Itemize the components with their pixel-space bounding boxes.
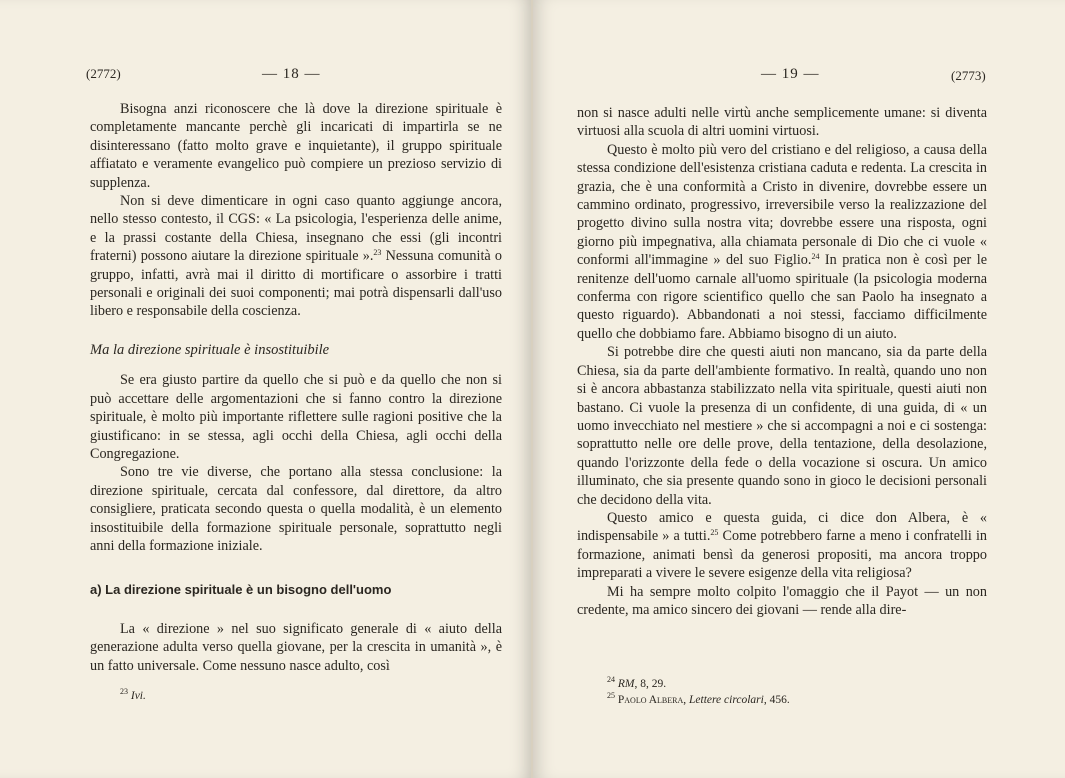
footnote: $^{24}$ RM, 8, 29. [607, 675, 667, 690]
right-text-body [577, 104, 987, 619]
paragraph: Questo amico e questa guida, ci dice don Albera, è « indispensabile » a tutti.$^{25}$ Come potrebbero farne a meno i confratelli in formazione, animati bensì da generosi propositi, ma ancora troppo impreparati a vivere le severe esigenze della vita religiosa? [577, 509, 988, 582]
footnote: $^{25}$ Paolo Albera, Lettere circolari, 456. [607, 691, 790, 706]
paragraph: Mi ha sempre molto colpito l'omaggio che il Payot — un non credente, ma amico sincero dei giovani — rende alla dire- [577, 583, 987, 618]
paragraph: Si potrebbe dire che questi aiuti non mancano, sia da parte della Chiesa, sia da parte dell'ambiente formativo. In realtà, quando uno non si è ancora abbastanza stabilizzato nella vita spirituale, questi aiuti non bastano. Ci vuole la presenza di un confidente, di una guida, di « un uomo invecchiato nel mestiere » che si accompagni a noi e ci sostenga: soprattutto nelle ore delle prove, della tentazione, della desolazione, quando l'orizzonte della fede o della vocazione si oscura. Un amico illuminato, che sia presente quando sono in gioco le decisioni personali che decidono della vita. [577, 344, 987, 508]
footnote-ref: 25 [710, 528, 719, 538]
page-number: — 18 — [262, 66, 321, 82]
subsection-heading: a) La direzione spirituale è un bisogno dell'uomo [90, 582, 392, 598]
left-page [0, 0, 532, 778]
page-number: — 19 — [761, 66, 820, 82]
paragraph: Se era giusto partire da quello che si può e da quello che non si può accettare delle argomentazioni che si fanno contro la direzione spirituale, è molto più importante riflettere sulle ragioni positive che la giustificano: in se stessa, agli occhi della Chiesa, agli occhi della Congregazione. [90, 372, 502, 462]
footnotes [607, 676, 790, 708]
paragraph: non si nasce adulti nelle virtù anche semplicemente umane: si diventa virtuosi alla scuola di altri uomini virtuosi. [577, 105, 987, 140]
paragraph: Bisogna anzi riconoscere che là dove la direzione spirituale è completamente mancante perchè gli incaricati di impartirla se ne disinteressano (fatto molto grave e inquietante), il gruppo spirituale affiatato e veramente evangelico può compiere un prezioso servizio di supplenza. [90, 101, 502, 191]
page-code: (2772) [86, 66, 121, 81]
page-code: (2773) [951, 68, 986, 83]
section-heading: Ma la direzione spirituale è insostituibile [90, 341, 330, 358]
left-text-body [90, 100, 502, 675]
paragraph: Sono tre vie diverse, che portano alla stessa conclusione: la direzione spirituale, cercata dal confessore, dal direttore, da altro consigliere, praticata secondo questa o quella modalità, è un elemento insostituibile della formazione spirituale personale, soprattutto negli anni della formazione iniziale. [90, 464, 502, 554]
paragraph: Questo è molto più vero del cristiano e del religioso, a causa della stessa condizione dell'esistenza cristiana caduta e redenta. La crescita in grazia, che è una conformità a Cristo in divenire, dovrebbe essere un cammino ordinato, progressivo, irreversibile verso la realizzazione del progetto divino sulla nostra vita; dovrebbe essere una risposta, ogni giorno più impegnativa, alla chiamata personale di Dio che ci vuole « conformi all'immagine » del suo Figlio.$^{24}$ In pratica non è così per le renitenze dell'uomo carnale all'uomo spirituale (la psicologia moderna conferma con rigore scientifico quello che san Paolo ha insegnato a questo riguardo). Abbandonati a noi stessi, facciamo difficilmente quello che dobbiamo fare. Abbiamo bisogno di un aiuto. [577, 141, 987, 342]
footnote: $^{23}$ Ivi. [120, 687, 146, 702]
paragraph: La « direzione » nel suo significato generale di « aiuto della generazione adulta verso quella giovane, per la crescita in umanità », è un fatto universale. Come nessuno nasce adulto, così [90, 620, 502, 674]
right-page [533, 0, 1065, 778]
footnote-ref: 23 [373, 248, 382, 258]
footnote-ref: 24 [811, 252, 820, 262]
paragraph: Non si deve dimenticare in ogni caso quanto aggiunge ancora, nello stesso contesto, il CGS: « La psicologia, l'esperienza delle anime, e la prassi costante della Chiesa, insegnano che essi (gli incontri fraterni) possono aiutare la direzione spirituale ».$^{23}$ Nessuna comunità o gruppo, infatti, avrà mai il diritto di mortificare o assorbire i tratti personali e originali dei suoi componenti; mai potrà dispensarli dall'uso libero e responsabile della coscienza. [90, 193, 502, 320]
